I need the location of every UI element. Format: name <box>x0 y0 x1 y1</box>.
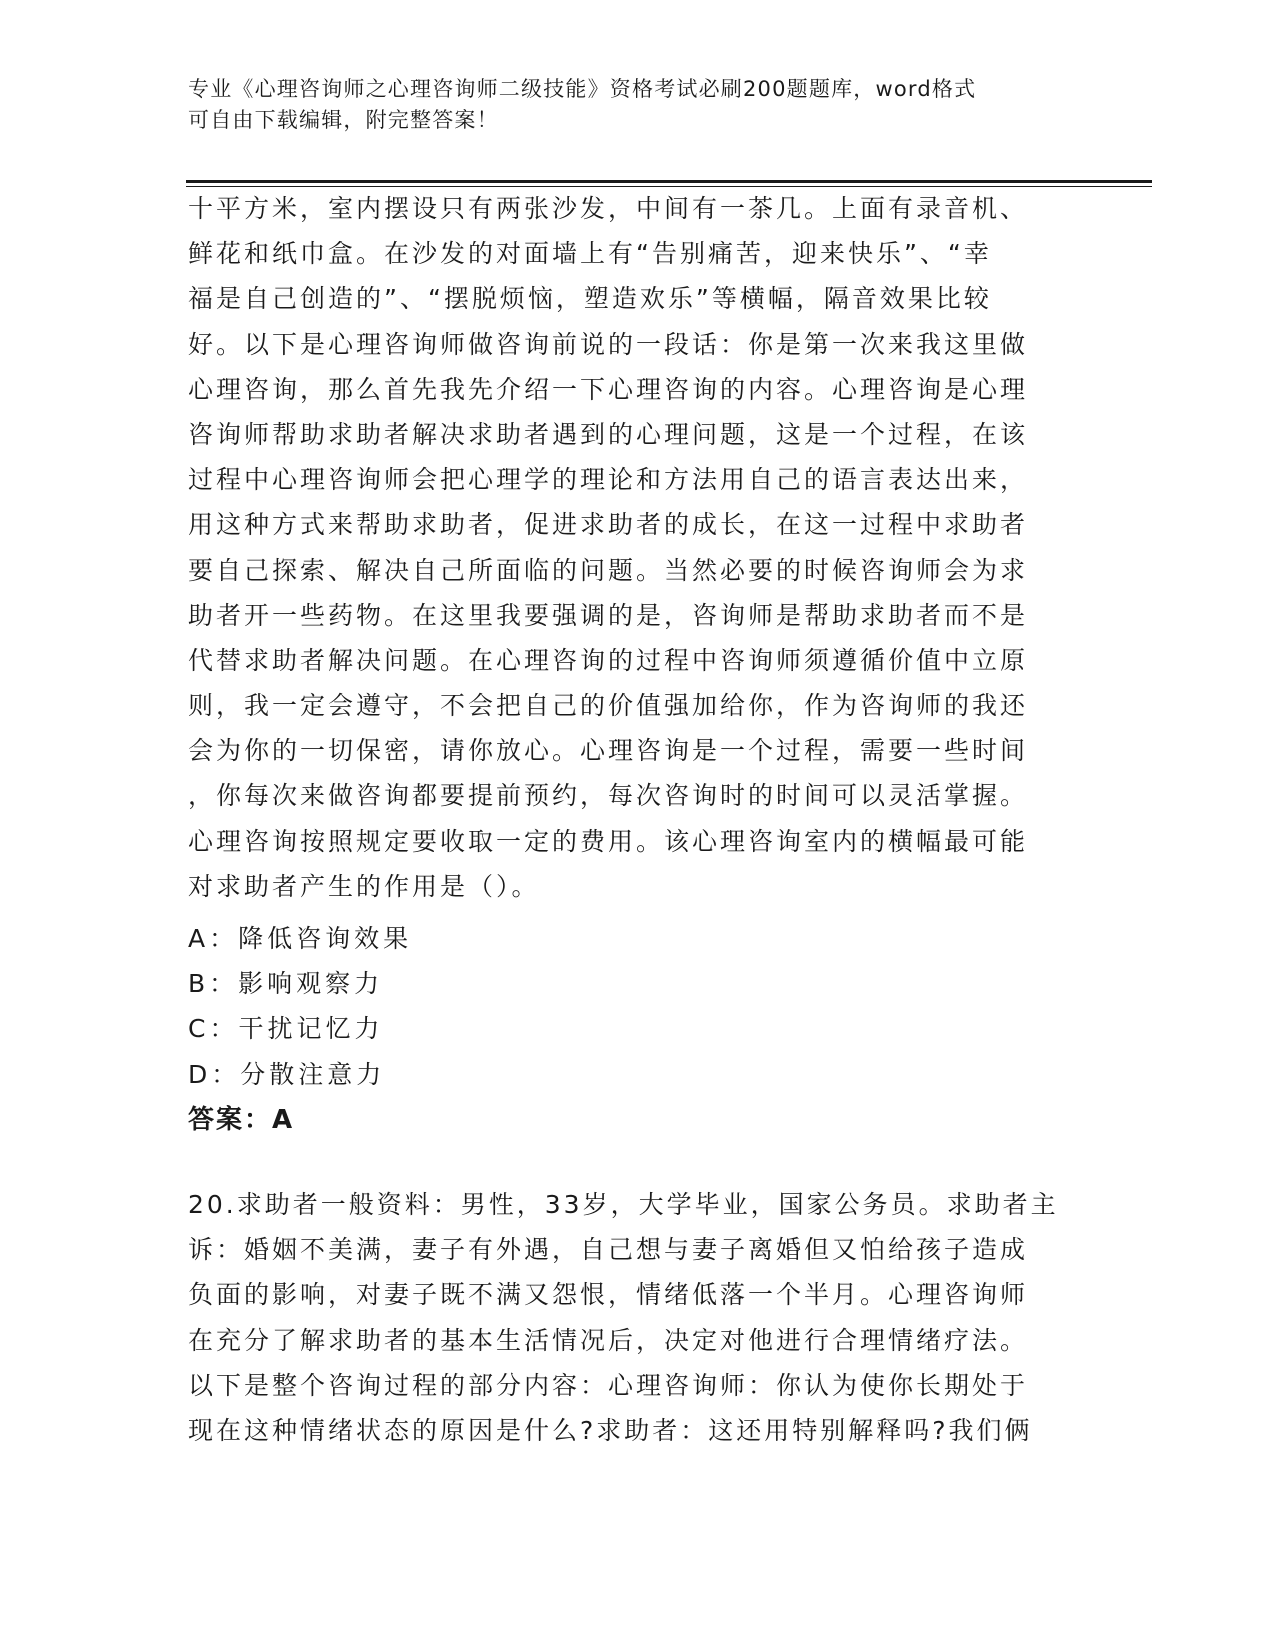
paragraph-line: 好。以下是心理咨询师做咨询前说的一段话：你是第一次来我这里做 <box>188 329 1029 359</box>
paragraph-line: 过程中心理咨询师会把心理学的理论和方法用自己的语言表达出来， <box>188 465 1029 495</box>
paragraph-line: ，你每次来做咨询都要提前预约，每次咨询时的时间可以灵活掌握。 <box>188 781 1029 811</box>
paragraph-line: 十平方米，室内摆设只有两张沙发，中间有一茶几。上面有录音机、 <box>188 194 1029 223</box>
header-line: 专业《心理咨询师之心理咨询师二级技能》资格考试必刷200题题库，word格式 <box>188 77 977 101</box>
paragraph-line: 助者开一些药物。在这里我要强调的是，咨询师是帮助求助者而不是 <box>188 600 1029 630</box>
question-20-stem <box>188 1182 1088 1453</box>
option-a: A：降低咨询效果 <box>188 924 413 953</box>
question-19-options <box>188 916 1088 1097</box>
paragraph-line: 心理咨询按照规定要收取一定的费用。该心理咨询室内的横幅最可能 <box>188 826 1029 856</box>
paragraph-line: 福是自己创造的”、“摆脱烦恼，塑造欢乐”等横幅，隔音效果比较 <box>188 284 992 314</box>
option-d: D：分散注意力 <box>188 1059 386 1089</box>
paragraph-line: 现在这种情绪状态的原因是什么?求助者：这还用特别解释吗?我们俩 <box>188 1415 1033 1445</box>
paragraph-line: 要自己探索、解决自己所面临的问题。当然必要的时候咨询师会为求 <box>188 555 1029 585</box>
paragraph-line: 在充分了解求助者的基本生活情况后，决定对他进行合理情绪疗法。 <box>188 1325 1029 1355</box>
document-header <box>188 74 1068 136</box>
question-19-answer: 答案：A <box>188 1105 295 1135</box>
paragraph-line: 用这种方式来帮助求助者，促进求助者的成长，在这一过程中求助者 <box>188 510 1029 540</box>
header-line: 可自由下载编辑，附完整答案！ <box>188 108 499 132</box>
paragraph-line: 20.求助者一般资料：男性，33岁，大学毕业，国家公务员。求助者主 <box>188 1190 1059 1219</box>
question-19-stem <box>188 186 1088 909</box>
paragraph-line: 则，我一定会遵守，不会把自己的价值强加给你，作为咨询师的我还 <box>188 691 1029 721</box>
paragraph-line: 对求助者产生的作用是（）。 <box>188 871 540 901</box>
paragraph-line: 鲜花和纸巾盒。在沙发的对面墙上有“告别痛苦，迎来快乐”、“幸 <box>188 239 992 269</box>
paragraph-line: 负面的影响，对妻子既不满又怨恨，情绪低落一个半月。心理咨询师 <box>188 1280 1029 1310</box>
option-b: B：影响观察力 <box>188 969 384 999</box>
paragraph-line: 咨询师帮助求助者解决求助者遇到的心理问题，这是一个过程，在该 <box>188 419 1029 449</box>
paragraph-line: 心理咨询，那么首先我先介绍一下心理咨询的内容。心理咨询是心理 <box>188 374 1029 404</box>
paragraph-line: 代替求助者解决问题。在心理咨询的过程中咨询师须遵循价值中立原 <box>188 645 1029 675</box>
paragraph-line: 会为你的一切保密，请你放心。心理咨询是一个过程，需要一些时间 <box>188 736 1029 766</box>
paragraph-line: 以下是整个咨询过程的部分内容：心理咨询师：你认为使你长期处于 <box>188 1370 1029 1400</box>
header-divider-thick <box>186 180 1152 183</box>
option-c: C：干扰记忆力 <box>188 1014 384 1044</box>
paragraph-line: 诉：婚姻不美满，妻子有外遇，自己想与妻子离婚但又怕给孩子造成 <box>188 1235 1029 1265</box>
